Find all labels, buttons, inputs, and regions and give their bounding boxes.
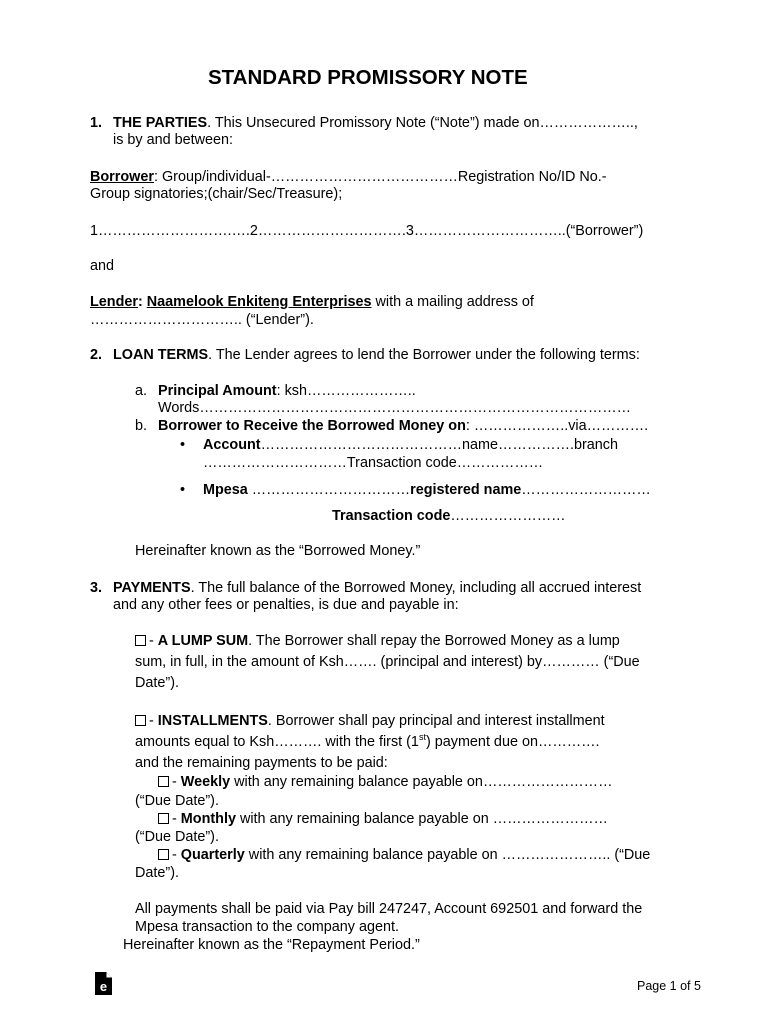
monthly-checkbox[interactable] bbox=[158, 813, 169, 824]
weekly-line: - Weekly with any remaining balance payable on……………………… bbox=[158, 774, 612, 791]
logo-letter: e bbox=[99, 979, 108, 994]
words-line: Words……………………………………………………………………………… bbox=[158, 400, 632, 416]
repayment-period-definition: Hereinafter known as the “Repayment Period.” bbox=[123, 937, 420, 953]
and-text: and bbox=[90, 258, 115, 274]
lump-sum-checkbox[interactable] bbox=[135, 635, 146, 646]
quarterly-line-2: Date”). bbox=[135, 865, 179, 881]
installments-checkbox[interactable] bbox=[135, 715, 146, 726]
signatories-line: 1……………………….….2………………………….3…………………………..(“Borrower”) bbox=[90, 223, 644, 239]
receive-money-line: Borrower to Receive the Borrowed Money on: ………………..via…………. bbox=[158, 418, 649, 434]
section-1-line-1: THE PARTIES. This Unsecured Promissory Note (“Note”) made on……………….., bbox=[113, 115, 638, 131]
bullet-icon: • bbox=[180, 437, 186, 453]
weekly-line-2: (“Due Date”). bbox=[135, 793, 219, 809]
section-2-number: 2. bbox=[90, 347, 103, 363]
quarterly-checkbox[interactable] bbox=[158, 849, 169, 860]
borrower-signatories: Group signatories;(chair/Sec/Treasure); bbox=[90, 186, 343, 202]
borrower-label: Borrower bbox=[90, 169, 154, 185]
section-number: 1. bbox=[90, 115, 103, 131]
item-a-marker: a. bbox=[135, 383, 148, 399]
installments-line-3: and the remaining payments to be paid: bbox=[135, 755, 388, 771]
paybill-line: All payments shall be paid via Pay bill 247247, Account 692501 and forward the bbox=[135, 901, 643, 917]
lender-label: Lender bbox=[90, 294, 138, 310]
paybill-line-2: Mpesa transaction to the company agent. bbox=[135, 919, 399, 935]
section-heading: PAYMENTS bbox=[113, 580, 191, 596]
bullet-icon: • bbox=[180, 482, 186, 498]
lump-sum-line: - A LUMP SUM. The Borrower shall repay the Borrowed Money as a lump bbox=[135, 633, 620, 650]
section-3-number: 3. bbox=[90, 580, 103, 596]
section-heading: THE PARTIES bbox=[113, 115, 208, 131]
section-heading: LOAN TERMS bbox=[113, 347, 209, 363]
section-1-line-2: is by and between: bbox=[113, 132, 234, 148]
document-title: STANDARD PROMISSORY NOTE bbox=[208, 66, 528, 89]
account-line-2: …………………………Transaction code……………… bbox=[203, 455, 544, 471]
section-3-line-2: and any other fees or penalties, is due and payable in: bbox=[113, 597, 459, 613]
lump-sum-line-3: Date”). bbox=[135, 675, 179, 691]
lump-sum-line-2: sum, in full, in the amount of Ksh……. (principal and interest) by………… (“Due bbox=[135, 654, 640, 670]
section-3-line-1: PAYMENTS. The full balance of the Borrowed Money, including all accrued interest bbox=[113, 580, 642, 596]
weekly-checkbox[interactable] bbox=[158, 776, 169, 787]
section-2-line: LOAN TERMS. The Lender agrees to lend the Borrower under the following terms: bbox=[113, 347, 640, 363]
lender-line: Lender: Naamelook Enkiteng Enterprises with a mailing address of bbox=[90, 294, 534, 310]
borrower-line: Borrower: Group/individual-…………………………………Registration No/ID No.- bbox=[90, 169, 607, 185]
account-line: Account……………………………………name…………….branch bbox=[203, 437, 618, 453]
mpesa-line: Mpesa ……………………………registered name……………………… bbox=[203, 482, 651, 498]
lender-name: Naamelook Enkiteng Enterprises bbox=[146, 294, 372, 310]
item-b-marker: b. bbox=[135, 418, 148, 434]
eforms-logo-icon bbox=[94, 971, 113, 996]
principal-amount-line: Principal Amount: ksh………………….. bbox=[158, 383, 416, 399]
lender-address: ………………………….. (“Lender”). bbox=[90, 312, 314, 328]
section-1-heading bbox=[90, 115, 102, 132]
quarterly-line: - Quarterly with any remaining balance payable on ………………….. (“Due bbox=[158, 847, 650, 864]
borrowed-money-definition: Hereinafter known as the “Borrowed Money.” bbox=[135, 543, 421, 559]
installments-line: - INSTALLMENTS. Borrower shall pay principal and interest installment bbox=[135, 713, 605, 730]
transaction-code-line: Transaction code…………………… bbox=[332, 508, 566, 524]
monthly-line-2: (“Due Date”). bbox=[135, 829, 219, 845]
page-number: Page 1 of 5 bbox=[637, 979, 701, 993]
installments-line-2: amounts equal to Ksh………. with the first (1st) payment due on…………. bbox=[135, 732, 600, 750]
monthly-line: - Monthly with any remaining balance payable on …………………… bbox=[158, 811, 608, 828]
